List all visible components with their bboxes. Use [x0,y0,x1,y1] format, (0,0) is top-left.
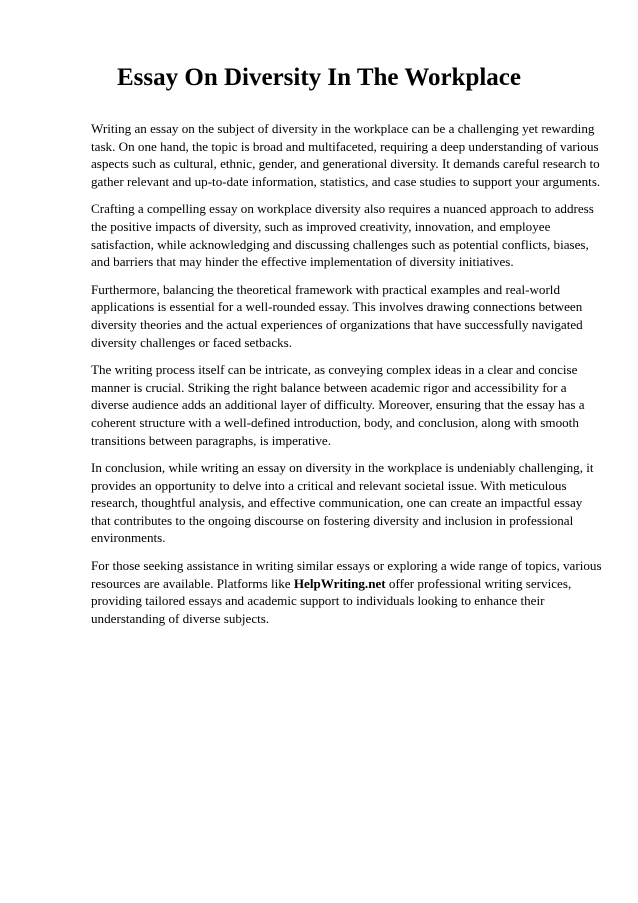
paragraph-line: gather relevant and up-to-date information, statistics, and case studies to support your arguments. [91,173,601,189]
paragraph-line: research, thoughtful analysis, and effective communication, one can create an impactful essay [91,495,583,511]
paragraph-line: coherent structure with a well-defined introduction, body, and conclusion, along with smooth [91,414,579,430]
paragraph-line: For those seeking assistance in writing similar essays or exploring a wide range of topics, various [91,558,602,574]
paragraph-line: Writing an essay on the subject of diversity in the workplace can be a challenging yet rewarding [91,121,595,136]
helpwriting-link[interactable]: HelpWriting.net [293,575,386,591]
paragraph-3 [91,281,597,351]
paragraph-line: transitions between paragraphs, is imperative. [91,432,331,448]
paragraph-line: diversity theories and the actual experiences of organizations that have successfully navigated [91,316,583,332]
paragraph-line: In conclusion, while writing an essay on diversity in the workplace is undeniably challenging, it [91,460,594,476]
paragraph-4 [91,361,597,449]
paragraph-line: that contributes to the ongoing discourse on fostering diversity and inclusion in professional [91,512,574,528]
paragraph-line: satisfaction, while acknowledging and discussing challenges such as potential conflicts, biases, [91,236,589,252]
paragraph-line: aspects such as cultural, ethnic, gender, and generational diversity. It demands careful research to [91,156,600,172]
paragraph-line: Crafting a compelling essay on workplace diversity also requires a nuanced approach to address [91,201,594,217]
paragraph-line: diverse audience adds an additional layer of difficulty. Moreover, ensuring that the essay has a [91,397,585,413]
closing-text-before-link: resources are available. Platforms like [91,575,294,591]
paragraph-line: understanding of diverse subjects. [91,610,270,626]
document-body [91,120,602,637]
paragraph-line: and barriers that may hinder the effective implementation of diversity initiatives. [91,254,514,270]
paragraph-line: provides an opportunity to delve into a critical and relevant societal issue. With meticulous [91,477,567,493]
paragraph-5 [91,459,597,547]
paragraph-line: manner is crucial. Striking the right balance between academic rigor and accessibility for a [91,379,567,395]
paragraph-line: the positive impacts of diversity, such as improved creativity, innovation, and employee [91,218,551,234]
paragraph-line: applications is essential for a well-rounded essay. This involves drawing connections between [91,299,583,315]
paragraph-line: task. On one hand, the topic is broad and multifaceted, requiring a deep understanding of various [91,138,599,154]
paragraph-1 [91,120,601,190]
paragraph-2 [91,200,597,270]
paragraph-line: The writing process itself can be intricate, as conveying complex ideas in a clear and concise [91,362,578,378]
paragraph-line: diversity challenges or faced setbacks. [91,334,293,350]
paragraph-line: environments. [91,530,166,546]
closing-paragraph [91,557,602,627]
paragraph-line [91,575,597,593]
paragraph-line: Furthermore, balancing the theoretical framework with practical examples and real-world [91,281,560,297]
document-title: Essay On Diversity In The Workplace [117,64,521,91]
closing-text-after-link: offer professional writing services, [385,575,572,591]
paragraph-line: providing tailored essays and academic support to individuals looking to enhance their [91,593,545,609]
